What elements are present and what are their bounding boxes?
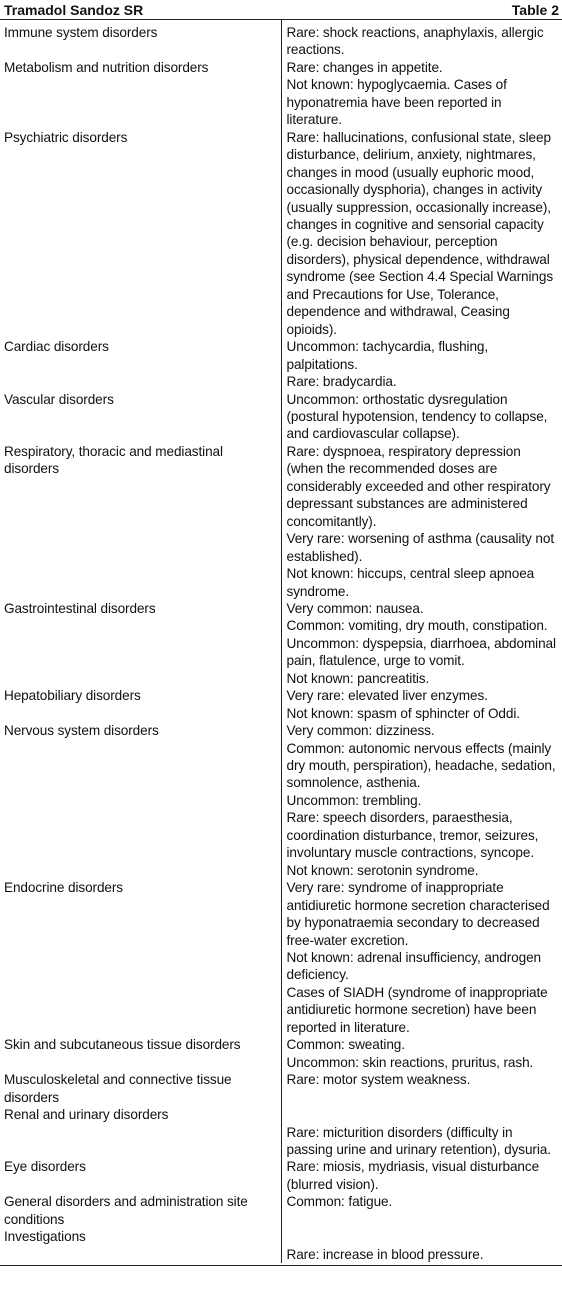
adverse-effect-entry: Very common: nausea. <box>286 600 424 616</box>
adverse-effects-cell <box>281 687 562 722</box>
table-header <box>0 0 562 20</box>
system-organ-class-label: Skin and subcutaneous tissue disorders <box>4 1037 241 1053</box>
adverse-effect-entry: Rare: shock reactions, anaphylaxis, allergic reactions. <box>286 25 544 58</box>
system-organ-class-label: Eye disorders <box>4 1159 86 1175</box>
system-organ-class-cell <box>0 1193 281 1228</box>
system-organ-class-label: Metabolism and nutrition disorders <box>4 59 209 75</box>
system-organ-class-label: Respiratory, thoracic and mediastinal disorders <box>4 443 223 477</box>
system-organ-class-cell <box>0 600 281 687</box>
adverse-effects-cell <box>281 443 562 600</box>
system-organ-class-label: Musculoskeletal and connective tissue disorders <box>4 1072 232 1105</box>
adverse-effect-entry: Very common: dizziness. <box>286 723 435 739</box>
adverse-effect-entry: Rare: speech disorders, paraesthesia, coordination disturbance, tremor, seizures, involuntary muscle contractions, syncope. <box>286 810 539 861</box>
adverse-effect-entry: Not known: spasm of sphincter of Oddi. <box>286 705 520 721</box>
system-organ-class-label: Endocrine disorders <box>4 880 123 896</box>
system-organ-class-cell <box>0 1106 281 1158</box>
adverse-effect-entry: Very rare: elevated liver enzymes. <box>286 688 488 704</box>
adverse-effect-entry: Rare: dyspnoea, respiratory depression (when the recommended doses are considerably exceeded and other respiratory depressant substances are administered concomitantly). <box>286 443 551 529</box>
adverse-effect-entry: Rare: hallucinations, confusional state, sleep disturbance, delirium, anxiety, nightmares, changes in mood (usually euphoric mood, occasionally dysphoria), changes in activity (usually suppression, occasionally increase), changes in cognitive and sensorial capacity (e.g. decision behaviour, perception disorders), physical dependence, withdrawal syndrome (see Section 4.4 Special Warnings and Precautions for Use, Tolerance, dependence and withdrawal, Ceasing opioids). <box>286 129 554 337</box>
adverse-effects-cell <box>281 600 562 687</box>
adverse-effects-cell <box>281 391 562 443</box>
system-organ-class-cell <box>0 391 281 443</box>
table-row <box>0 1071 562 1106</box>
adverse-effect-entry: Not known: hypoglycaemia. Cases of hyponatremia have been reported in literature. <box>286 77 507 128</box>
adverse-effect-entry: Not known: pancreatitis. <box>286 670 430 686</box>
table-row <box>0 1106 562 1158</box>
adverse-effect-entry: Uncommon: dyspepsia, diarrhoea, abdominal pain, flatulence, urge to vomit. <box>286 635 556 669</box>
adverse-effects-cell <box>281 879 562 1036</box>
system-organ-class-label: Cardiac disorders <box>4 339 109 355</box>
adverse-effect-entry: Rare: motor system weakness. <box>286 1072 471 1088</box>
system-organ-class-cell <box>0 1228 281 1263</box>
system-organ-class-label: Renal and urinary disorders <box>4 1107 169 1123</box>
adverse-effects-cell <box>281 129 562 338</box>
adverse-effect-entry: Uncommon: orthostatic dysregulation (postural hypotension, tendency to collapse, and cardiovascular collapse). <box>286 391 548 442</box>
adverse-effect-entry <box>287 1228 561 1245</box>
table-row <box>0 879 562 1036</box>
system-organ-class-label: Gastrointestinal disorders <box>4 600 156 616</box>
system-organ-class-cell <box>0 338 281 390</box>
document-title: Tramadol Sandoz SR <box>4 2 144 18</box>
system-organ-class-cell <box>0 1071 281 1106</box>
system-organ-class-cell <box>0 129 281 338</box>
adverse-effect-entry: Common: vomiting, dry mouth, constipation. <box>286 618 548 634</box>
system-organ-class-label: Investigations <box>4 1229 86 1245</box>
system-organ-class-cell <box>0 687 281 722</box>
adverse-effect-entry: Not known: hiccups, central sleep apnoea syndrome. <box>286 566 535 599</box>
adverse-effect-entry: Uncommon: tachycardia, flushing, palpitations. <box>286 339 489 372</box>
adverse-effects-cell <box>281 1193 562 1228</box>
table-row <box>0 1036 562 1071</box>
adverse-effect-entry: Rare: micturition disorders (difficulty in passing urine and urinary retention), dysuria. <box>286 1124 551 1157</box>
system-organ-class-cell <box>0 20 281 59</box>
adverse-effect-entry: Rare: increase in blood pressure. <box>286 1246 484 1262</box>
bottom-rule <box>0 1265 562 1266</box>
adverse-effect-entry: Very rare: worsening of asthma (causality not established). <box>286 531 555 564</box>
adverse-effect-entry: Very rare: syndrome of inappropriate antidiuretic hormone secretion characterised by hyponatraemia secondary to decreased free-water excretion. <box>286 880 550 948</box>
table-row <box>0 391 562 443</box>
adverse-effects-cell <box>281 338 562 390</box>
adverse-effect-entry: Rare: bradycardia. <box>286 374 397 390</box>
adverse-effect-entry <box>287 1106 561 1123</box>
table-row <box>0 722 562 879</box>
adverse-effects-cell <box>281 1158 562 1193</box>
system-organ-class-label: Vascular disorders <box>4 391 114 407</box>
table-row <box>0 59 562 129</box>
system-organ-class-cell <box>0 879 281 1036</box>
system-organ-class-cell <box>0 1036 281 1071</box>
system-organ-class-label: Psychiatric disorders <box>4 129 128 145</box>
table-row <box>0 687 562 722</box>
table-label: Table 2 <box>511 2 559 18</box>
adverse-effects-cell <box>281 1036 562 1071</box>
adverse-effects-cell <box>281 59 562 129</box>
adverse-effect-entry: Uncommon: trembling. <box>286 792 422 808</box>
adverse-effect-entry: Common: autonomic nervous effects (mainly dry mouth, perspiration), headache, sedation, somnolence, asthenia. <box>286 740 556 791</box>
table-row <box>0 338 562 390</box>
table-row <box>0 129 562 338</box>
table-row <box>0 1228 562 1263</box>
system-organ-class-cell <box>0 59 281 129</box>
adverse-effect-entry: Rare: miosis, mydriasis, visual disturbance (blurred vision). <box>286 1159 540 1192</box>
table-row <box>0 1158 562 1193</box>
adverse-effect-entry: Rare: changes in appetite. <box>286 59 443 75</box>
table-row <box>0 1193 562 1228</box>
table-row <box>0 20 562 59</box>
system-organ-class-label: Nervous system disorders <box>4 723 159 739</box>
adverse-effects-cell <box>281 1071 562 1106</box>
adverse-effects-cell <box>281 1106 562 1158</box>
system-organ-class-label: Hepatobiliary disorders <box>4 688 141 704</box>
adverse-effects-table <box>0 20 562 1263</box>
adverse-effect-entry: Cases of SIADH (syndrome of inappropriate antidiuretic hormone secretion) have been reported in literature. <box>286 984 548 1035</box>
adverse-effect-entry: Not known: adrenal insufficiency, androgen deficiency. <box>286 950 541 983</box>
adverse-effect-entry: Uncommon: skin reactions, pruritus, rash. <box>286 1054 534 1070</box>
table-row <box>0 600 562 687</box>
system-organ-class-cell <box>0 443 281 600</box>
adverse-effects-cell <box>281 20 562 59</box>
adverse-effect-entry: Not known: serotonin syndrome. <box>286 862 479 878</box>
table-row <box>0 443 562 600</box>
system-organ-class-label: General disorders and administration site conditions <box>4 1194 248 1227</box>
adverse-effect-entry: Common: fatigue. <box>286 1194 393 1210</box>
system-organ-class-label: Immune system disorders <box>4 25 158 40</box>
system-organ-class-cell <box>0 722 281 879</box>
adverse-effects-cell <box>281 722 562 879</box>
adverse-effects-cell <box>281 1228 562 1263</box>
system-organ-class-cell <box>0 1158 281 1193</box>
adverse-effect-entry: Common: sweating. <box>286 1037 405 1053</box>
adverse-effects-table-body <box>0 20 562 1263</box>
